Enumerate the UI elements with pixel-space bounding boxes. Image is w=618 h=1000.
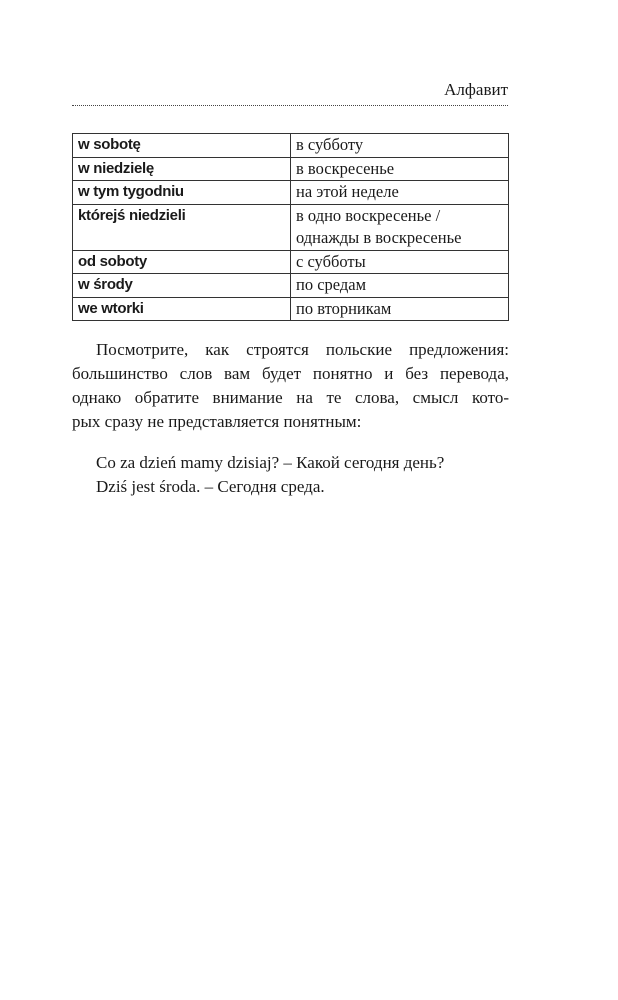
example-sentences: [96, 451, 444, 499]
table-row: [73, 134, 509, 158]
table-row: [73, 274, 509, 298]
dotted-divider: [72, 105, 508, 106]
russian-cell: в воскресенье: [291, 157, 509, 181]
body-paragraph: [72, 338, 509, 434]
russian-cell: на этой неделе: [291, 181, 509, 205]
russian-cell: с субботы: [291, 250, 509, 274]
table-row: [73, 250, 509, 274]
polish-cell: w sobotę: [73, 134, 291, 158]
table-row: [73, 297, 509, 321]
table-row: [73, 181, 509, 205]
russian-cell: в субботу: [291, 134, 509, 158]
russian-cell: [291, 204, 509, 250]
polish-cell: w środy: [73, 274, 291, 298]
running-head-title: Алфавит: [444, 80, 508, 99]
russian-line: однажды в воскресенье: [296, 228, 462, 247]
russian-cell: по вторникам: [291, 297, 509, 321]
polish-cell: w tym tygodniu: [73, 181, 291, 205]
russian-cell: по средам: [291, 274, 509, 298]
russian-line: в одно воскресенье /: [296, 205, 441, 225]
paragraph-line: Посмотрите, как строятся польские предложения:: [96, 340, 509, 359]
polish-cell: w niedzielę: [73, 157, 291, 181]
table-row: [73, 204, 509, 250]
example-line: Dziś jest środa. – Сегодня среда.: [96, 477, 325, 496]
paragraph-line: однако обратите внимание на те слова, смысл кото-: [72, 388, 509, 407]
table-row: [73, 157, 509, 181]
vocabulary-table: [72, 133, 509, 321]
paragraph-line: большинство слов вам будет понятно и без перевода,: [72, 364, 509, 383]
polish-cell: od soboty: [73, 250, 291, 274]
polish-cell: we wtorki: [73, 297, 291, 321]
polish-cell: którejś niedzieli: [73, 204, 291, 250]
example-line: Co za dzień mamy dzisiaj? – Какой сегодня день?: [96, 453, 445, 472]
paragraph-line: рых сразу не представляется понятным:: [72, 412, 362, 431]
